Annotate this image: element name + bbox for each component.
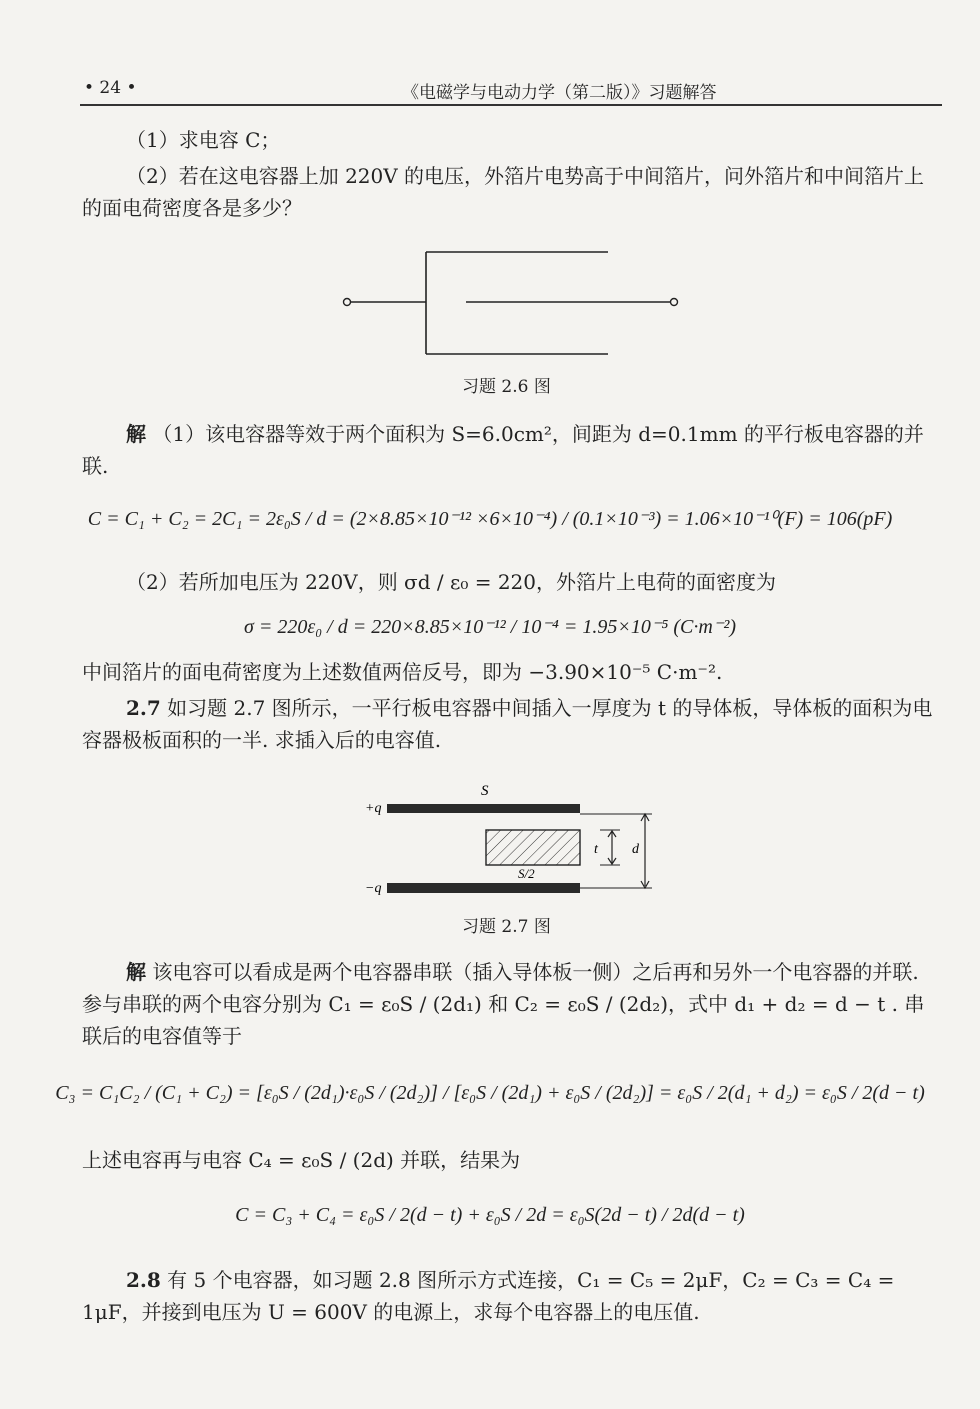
equation-final: C = C₃ + C₄ = ε₀S / 2(d − t) + ε₀S / 2d = ε₀S(2d − t) / 2d(d − t)	[235, 1204, 745, 1226]
solution-1	[82, 418, 938, 482]
solution-label: 解	[126, 422, 146, 446]
solution-parallel-step: 上述电容再与电容 C₄ = ε₀S / (2d) 并联，结果为	[82, 1148, 521, 1172]
solution-2	[82, 956, 938, 1052]
problem-number: 2.7	[126, 696, 161, 720]
equation-series: C₃ = C₁C₂ / (C₁ + C₂) = [ε₀S / (2d₁)·ε₀S / (2d₂)] / [ε₀S / (2d₁) + ε₀S / (2d₂)] = ε₀S / 2(d₁ + d₂) = ε₀S / 2(d − t)	[55, 1082, 925, 1104]
bottom-plate	[387, 883, 580, 893]
figure-2-7-diagram	[360, 778, 670, 904]
problem-2-7	[82, 692, 938, 756]
label-plus-q: +q	[365, 801, 382, 816]
solution-label: 解	[126, 960, 146, 984]
problem-2-8	[82, 1264, 938, 1328]
figure-2-6-caption: 习题 2.6 图	[462, 377, 551, 397]
conductor-slab	[486, 830, 580, 865]
label-half-area: S/2	[518, 866, 535, 881]
equation-sigma: σ = 220ε₀ / d = 220×8.85×10⁻¹² / 10⁻⁴ = 1.95×10⁻⁵ (C·m⁻²)	[243, 616, 736, 638]
top-plate	[387, 804, 580, 813]
question-part-2: （2）若在这电容器上加 220V 的电压，外箔片电势高于中间箔片，问外箔片和中间箔片上的面电荷密度各是多少？	[82, 164, 925, 220]
label-distance-d: d	[632, 842, 639, 857]
label-minus-q: −q	[365, 881, 382, 896]
right-terminal	[671, 299, 678, 306]
equation-capacitance: C = C₁ + C₂ = 2C₁ = 2ε₀S / d = (2×8.85×10⁻¹² ×6×10⁻⁴) / (0.1×10⁻³) = 1.06×10⁻¹⁰(F) = 106(pF)	[87, 508, 893, 530]
solution-2-text: 该电容可以看成是两个电容器串联（插入导体板一侧）之后再和另外一个电容器的并联. 参与串联的两个电容分别为 C₁ = ε₀S / (2d₁) 和 C₂ = ε₀S / (2d₂)，式中 d₁ + d₂ = d − t . 串联后的电容值等于	[82, 960, 925, 1048]
problem-2-7-text: 如习题 2.7 图所示，一平行板电容器中间插入一厚度为 t 的导体板，导体板的面积为电容器极板面积的一半. 求插入后的电容值.	[82, 696, 933, 752]
figure-2-6-diagram	[330, 240, 690, 370]
header-title: 《电磁学与电动力学（第二版）》习题解答	[402, 83, 717, 103]
label-thickness-t: t	[594, 842, 598, 857]
problem-2-8-text: 有 5 个电容器，如习题 2.8 图所示方式连接，C₁ = C₅ = 2μF，C₂ = C₃ = C₄ = 1μF，并接到电压为 U = 600V 的电源上，求每个电容器上的电压值.	[82, 1268, 895, 1324]
problem-number: 2.8	[126, 1268, 161, 1292]
page-number: • 24 •	[84, 78, 137, 98]
figure-2-7-caption: 习题 2.7 图	[462, 917, 551, 937]
question-part-1: （1）求电容 C；	[126, 128, 281, 152]
solution-conclusion: 中间箔片的面电荷密度为上述数值两倍反号，即为 −3.90×10⁻⁵ C·m⁻².	[82, 660, 723, 684]
left-terminal	[344, 299, 351, 306]
page-header	[80, 76, 942, 106]
solution-part-2: （2）若所加电压为 220V，则 σd / ε₀ = 220，外箔片上电荷的面密度为	[126, 570, 776, 594]
solution-1-text: （1）该电容器等效于两个面积为 S=6.0cm²，间距为 d=0.1mm 的平行板电容器的并联.	[82, 422, 924, 478]
label-area-S: S	[481, 783, 489, 799]
